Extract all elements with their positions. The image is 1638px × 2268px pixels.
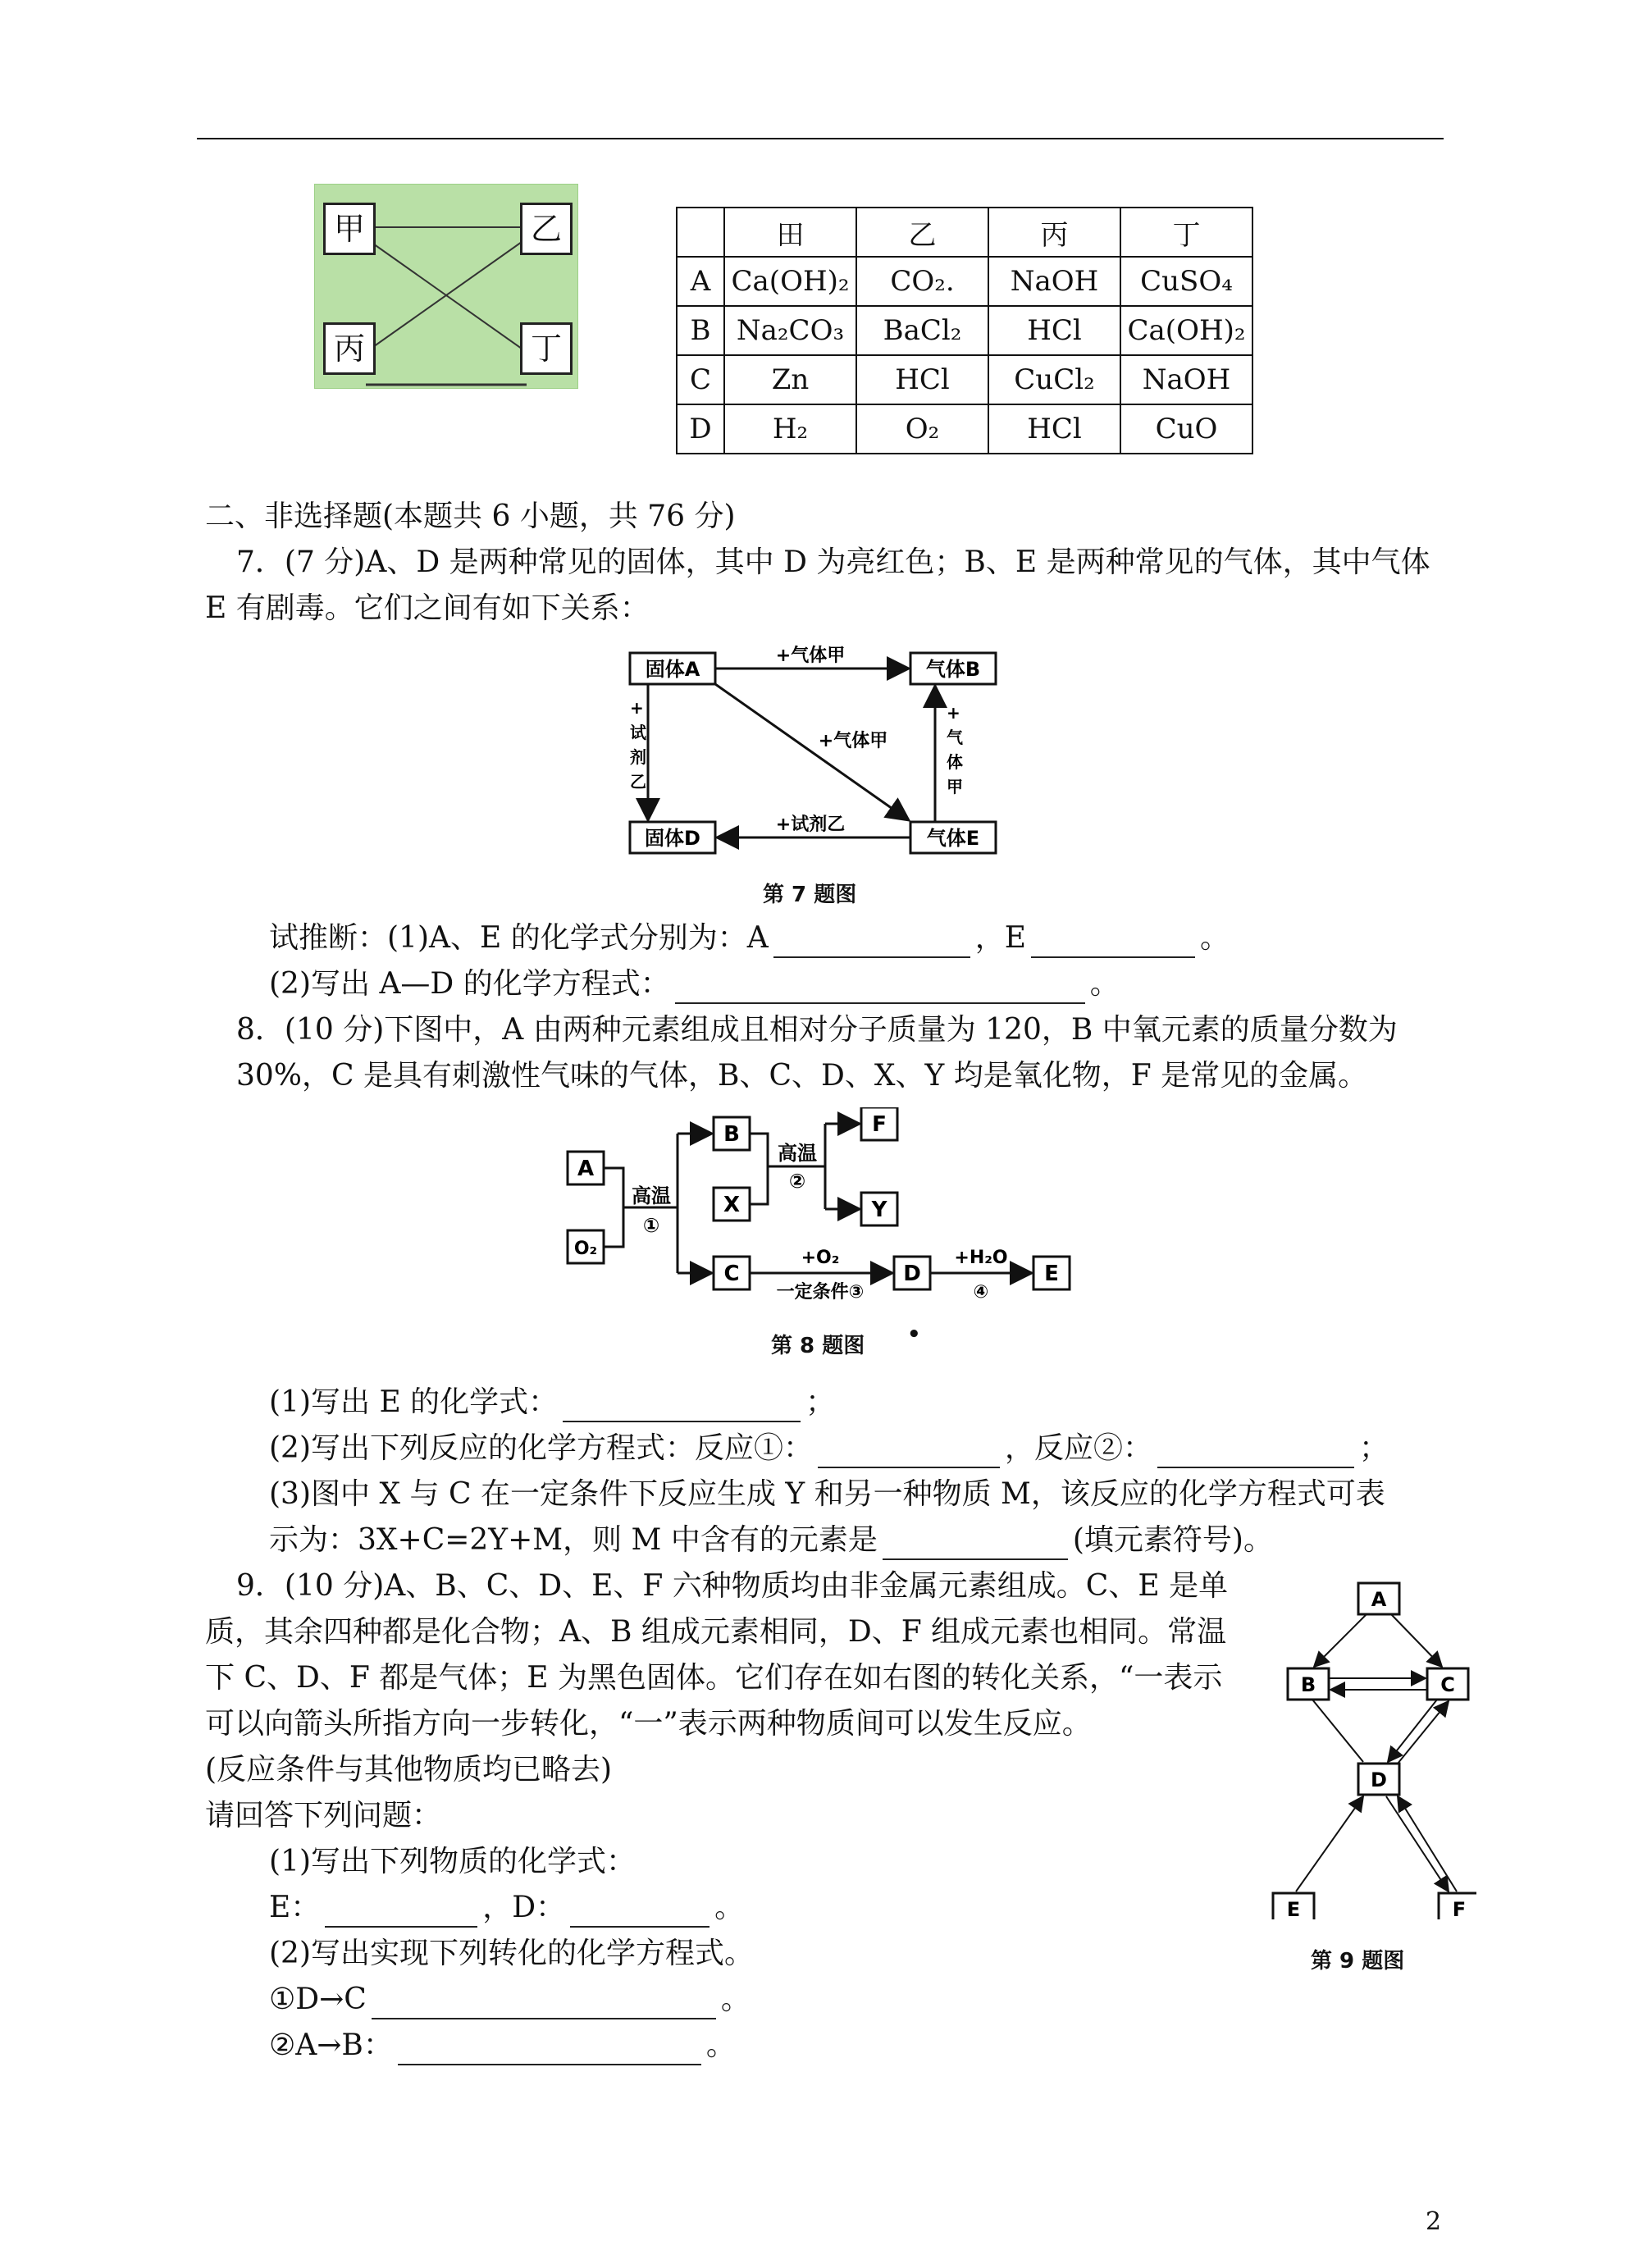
q9-line5: (反应条件与其他物质均已略去) xyxy=(205,1753,613,1787)
q7-right-label-3: 甲 xyxy=(947,777,963,796)
q7-sub1 xyxy=(269,919,1230,958)
q9-sub1-d: ，D： xyxy=(482,1891,566,1924)
q7-answer-e-blank[interactable] xyxy=(1031,925,1195,958)
page-number: 2 xyxy=(1426,2207,1442,2236)
row-label: B xyxy=(677,306,724,355)
q7-left-label-2: 剂 xyxy=(630,747,646,767)
q9-sub2-2 xyxy=(269,2026,736,2065)
q9-arrow-d-c xyxy=(1398,1701,1449,1764)
q9-label-e: E xyxy=(1286,1898,1301,1919)
q7-sub1-end: 。 xyxy=(1200,921,1230,955)
row-label: A xyxy=(677,257,724,306)
table-cell: Ca(OH)₂ xyxy=(1120,306,1252,355)
q8-reaction1-blank[interactable] xyxy=(818,1435,1000,1468)
q8-label-o2: O₂ xyxy=(573,1239,598,1259)
q9-sub2-1 xyxy=(269,1980,751,2019)
q9-figure xyxy=(1263,1575,1476,1919)
q9-arrow-d-f xyxy=(1386,1796,1449,1892)
q8-gaowen1: 高温 xyxy=(632,1184,671,1207)
q7-stem-line1: 7．(7 分)A、D 是两种常见的固体，其中 D 为亮红色；B、E 是两种常见的气体，其中气体 xyxy=(236,545,1430,579)
q8-sub3-line2 xyxy=(269,1521,1273,1560)
q9-d-to-c-blank[interactable] xyxy=(372,1987,716,2019)
q9-sub2-1-end: 。 xyxy=(720,1983,751,2016)
q8-stem-line1: 8．(10 分)下图中，A 由两种元素组成且相对分子质量为 120，B 中氧元素的质量分数为 xyxy=(236,1013,1398,1047)
q9-arrow-c-d xyxy=(1388,1700,1437,1762)
q8-label-a: A xyxy=(577,1157,595,1181)
row-label: C xyxy=(677,355,724,404)
q7-gas-b-box xyxy=(910,653,996,684)
q7-caption: 第 7 题图 xyxy=(763,883,857,907)
q8-label-c: C xyxy=(723,1262,740,1286)
q7-solid-a-label: 固体A xyxy=(645,658,700,681)
q8-reaction2-blank[interactable] xyxy=(1157,1435,1354,1468)
q8-figure xyxy=(558,1107,1083,1321)
table-header-cell: 田 xyxy=(724,208,856,257)
q8-answer-e-blank[interactable] xyxy=(563,1390,801,1422)
q7-diag-label: +气体甲 xyxy=(818,731,888,751)
q9-line-b-d xyxy=(1312,1700,1363,1762)
q9-sub2-2-label: ②A→B： xyxy=(269,2028,393,2062)
q8-sub2-prefix: (2)写出下列反应的化学方程式：反应①： xyxy=(269,1431,813,1465)
q7-sub2 xyxy=(269,965,1120,1004)
q8-sub3-end: (填元素符号)。 xyxy=(1072,1523,1273,1557)
q9-sub2: (2)写出实现下列转化的化学方程式。 xyxy=(269,1937,754,1970)
q9-line1: 9．(10 分)A、B、C、D、E、F 六种物质均由非金属元素组成。C、E 是单 xyxy=(236,1569,1229,1603)
q9-sub2-2-end: 。 xyxy=(705,2028,736,2062)
table-row xyxy=(677,257,1252,306)
q7-right-label-1: 气 xyxy=(947,728,963,747)
table-row xyxy=(677,355,1252,404)
table-cell: Na₂CO₃ xyxy=(724,306,856,355)
q7-sub1-mid: ，E xyxy=(974,921,1026,955)
reaction-relation-figure xyxy=(314,184,578,389)
table-row xyxy=(677,306,1252,355)
q7-bottom-label: +试剂乙 xyxy=(775,815,846,835)
box-yi: 乙 xyxy=(520,203,573,255)
table-cell: HCl xyxy=(856,355,988,404)
q9-answer-e-blank[interactable] xyxy=(325,1895,477,1928)
table-header-row xyxy=(677,208,1252,257)
q7-gas-e-label: 气体E xyxy=(926,827,980,850)
q8-sub2-end: ； xyxy=(1359,1431,1389,1465)
q8-star: • xyxy=(907,1322,921,1347)
table-cell: H₂ xyxy=(724,404,856,454)
q9-caption: 第 9 题图 xyxy=(1311,1949,1405,1974)
q7-top-label: +气体甲 xyxy=(775,646,846,666)
q8-sub2-mid: ，反应②： xyxy=(1005,1431,1153,1465)
q7-sub2-prefix: (2)写出 A—D 的化学方程式： xyxy=(269,967,670,1001)
q8-sub3-prefix: 示为：3X+C=2Y+M，则 M 中含有的元素是 xyxy=(269,1523,878,1557)
q8-label-e: E xyxy=(1044,1262,1059,1286)
table-cell: CuCl₂ xyxy=(988,355,1120,404)
q8-circ1: ① xyxy=(642,1214,660,1237)
box-jia: 甲 xyxy=(323,203,376,255)
q8-sub1-end: ； xyxy=(805,1385,836,1419)
table-header-cell xyxy=(677,208,724,257)
section-heading: 二、非选择题(本题共 6 小题，共 76 分) xyxy=(205,500,736,533)
q7-sub2-end: 。 xyxy=(1089,967,1120,1001)
table-cell: Ca(OH)₂ xyxy=(724,257,856,306)
q9-line4: 可以向箭头所指方向一步转化，“一”表示两种物质间可以发生反应。 xyxy=(205,1707,1092,1741)
q7-left-label-0: + xyxy=(630,698,644,718)
q9-line6: 请回答下列问题： xyxy=(205,1799,442,1832)
q7-stem-line2: E 有剧毒。它们之间有如下关系： xyxy=(205,591,650,625)
table-cell: CuSO₄ xyxy=(1120,257,1252,306)
q8-reaction2-bracket xyxy=(750,1134,768,1204)
q9-label-f: F xyxy=(1452,1898,1467,1919)
q8-sub2 xyxy=(269,1429,1389,1468)
q9-arrow-f-d xyxy=(1398,1796,1457,1892)
q7-solid-d-label: 固体D xyxy=(645,827,700,850)
q8-element-blank[interactable] xyxy=(883,1527,1068,1560)
q8-gaowen2: 高温 xyxy=(778,1142,817,1165)
table-row xyxy=(677,404,1252,454)
q7-arrow-a-e xyxy=(715,684,909,820)
q8-plus-h2o: +H₂O xyxy=(954,1248,1008,1268)
table-header-cell: 乙 xyxy=(856,208,988,257)
q8-label-x: X xyxy=(723,1193,741,1217)
q8-yiding: 一定条件③ xyxy=(776,1282,865,1303)
table-cell: NaOH xyxy=(988,257,1120,306)
q7-sub1-prefix: 试推断：(1)A、E 的化学式分别为：A xyxy=(269,921,769,955)
table-cell: CuO xyxy=(1120,404,1252,454)
q8-caption: 第 8 题图 xyxy=(771,1334,865,1358)
table-cell: BaCl₂ xyxy=(856,306,988,355)
q8-label-b: B xyxy=(723,1122,740,1147)
q7-gas-e-box xyxy=(910,822,996,853)
q7-equation-blank[interactable] xyxy=(675,971,1085,1004)
q8-label-d: D xyxy=(903,1262,921,1286)
q7-gas-b-label: 气体B xyxy=(925,658,981,681)
table-cell: HCl xyxy=(988,404,1120,454)
q9-a-to-b-blank[interactable] xyxy=(398,2033,701,2065)
q7-right-label-0: + xyxy=(947,703,960,723)
table-cell: O₂ xyxy=(856,404,988,454)
q7-left-label-3: 乙 xyxy=(630,772,646,792)
q9-label-a: A xyxy=(1371,1588,1387,1611)
q9-label-d: D xyxy=(1371,1768,1387,1791)
q8-stem-line2: 30%，C 是具有刺激性气味的气体，B、C、D、X、Y 均是氧化物，F 是常见的金属。 xyxy=(236,1059,1368,1093)
box-ding: 丁 xyxy=(520,322,573,375)
table-header-cell: 丁 xyxy=(1120,208,1252,257)
row-label: D xyxy=(677,404,724,454)
q8-plus-o2: +O₂ xyxy=(801,1248,840,1268)
q7-solid-d-box xyxy=(630,822,715,853)
table-cell: HCl xyxy=(988,306,1120,355)
q9-label-c: C xyxy=(1440,1673,1455,1696)
q9-sub2-1-label: ①D→C xyxy=(269,1983,367,2016)
table-header-cell: 丙 xyxy=(988,208,1120,257)
q8-circ2: ② xyxy=(788,1170,806,1193)
header-rule xyxy=(197,138,1444,139)
q8-circ4: ④ xyxy=(973,1282,989,1303)
table-cell: Zn xyxy=(724,355,856,404)
q9-arrow-e-d xyxy=(1296,1796,1363,1892)
q8-label-f: F xyxy=(872,1112,887,1137)
q7-answer-a-blank[interactable] xyxy=(773,925,970,958)
q9-arrow-a-c xyxy=(1391,1614,1442,1667)
q8-reactant-bracket xyxy=(604,1168,623,1247)
box-bing: 丙 xyxy=(323,322,376,375)
q9-line3: 下 C、D、F 都是气体；E 为黑色固体。它们存在如右图的转化关系，“一表示 xyxy=(205,1661,1223,1695)
q9-sub1: (1)写出下列物质的化学式： xyxy=(269,1845,636,1878)
q9-sub1-answers xyxy=(269,1888,744,1928)
options-table xyxy=(676,207,1253,454)
table-cell: NaOH xyxy=(1120,355,1252,404)
q7-right-label-2: 体 xyxy=(947,752,963,772)
q7-left-label-1: 试 xyxy=(630,723,646,742)
q8-sub3-line1: (3)图中 X 与 C 在一定条件下反应生成 Y 和另一种物质 M，该反应的化学方程式可表 xyxy=(269,1477,1385,1511)
q9-line2: 质，其余四种都是化合物；A、B 组成元素相同，D、F 组成元素也相同。常温 xyxy=(205,1615,1227,1649)
q8-sub1-prefix: (1)写出 E 的化学式： xyxy=(269,1385,559,1419)
q7-figure xyxy=(623,640,1009,869)
q9-answer-d-blank[interactable] xyxy=(570,1895,709,1928)
q9-arrow-a-b xyxy=(1314,1614,1367,1667)
q7-solid-a-box xyxy=(630,653,715,684)
q9-label-b: B xyxy=(1300,1673,1316,1696)
q8-label-y: Y xyxy=(871,1198,887,1222)
q8-sub1 xyxy=(269,1383,835,1422)
q9-sub1-e: E： xyxy=(269,1891,321,1924)
table-cell: CO₂. xyxy=(856,257,988,306)
q9-sub1-end: 。 xyxy=(714,1891,745,1924)
